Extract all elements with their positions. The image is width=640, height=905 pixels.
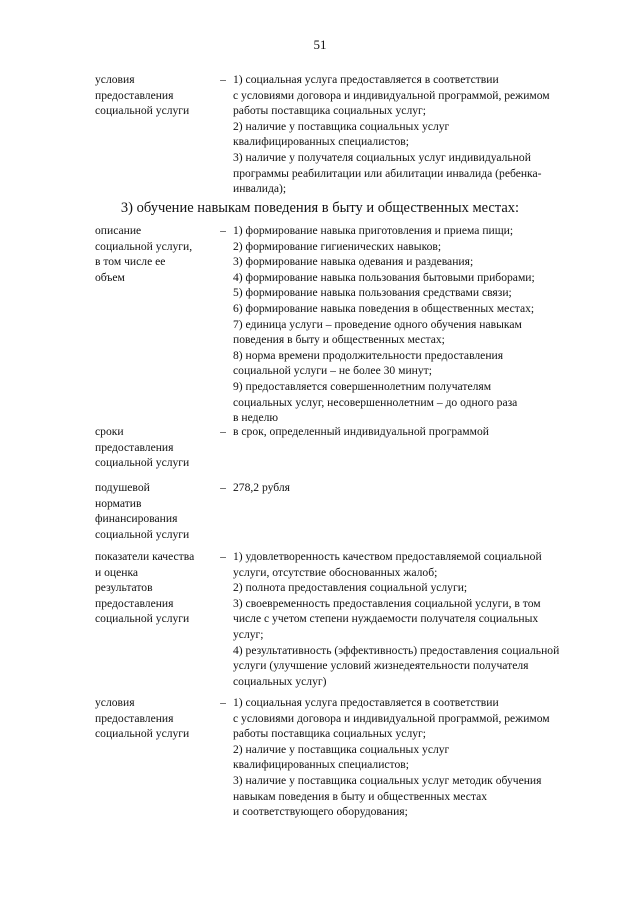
content-line: 1) социальная услуга предоставляется в соответствии xyxy=(233,696,499,709)
row-label: сроки предоставления социальной услуги xyxy=(95,425,190,470)
content-line: социальных услуг) xyxy=(233,674,327,688)
content-line: 2) наличие у поставщика социальных услуг xyxy=(233,742,450,756)
content-line: с условиями договора и индивидуальной программой, режимом xyxy=(233,711,550,725)
row-label: условия предоставления социальной услуги xyxy=(95,73,190,118)
row-content xyxy=(233,223,578,426)
content-line: 2) полнота предоставления социальной услуги; xyxy=(233,581,468,595)
row-label: условия предоставления социальной услуги xyxy=(95,696,190,741)
row-content xyxy=(233,72,578,197)
content-line: инвалида); xyxy=(233,182,287,196)
content-line: 3) формирование навыка одевания и раздевания; xyxy=(233,255,474,269)
row-dash: – xyxy=(220,550,226,563)
content-line: услуги, отсутствие обоснованных жалоб; xyxy=(233,565,438,579)
content-line: 1) формирование навыка приготовления и приема пищи; xyxy=(233,224,514,237)
row-content xyxy=(233,480,578,496)
row-label: показатели качества и оценка результатов предоставления социальной услуги xyxy=(95,550,195,626)
content-line: 6) формирование навыка поведения в общественных местах; xyxy=(233,301,535,315)
content-line: 7) единица услуги – проведение одного обучения навыкам xyxy=(233,317,522,331)
content-line: 8) норма времени продолжительности предоставления xyxy=(233,348,504,362)
content-line: работы поставщика социальных услуг; xyxy=(233,104,427,118)
row-dash: – xyxy=(220,481,226,494)
content-line: 1) социальная услуга предоставляется в соответствии xyxy=(233,73,499,86)
content-line: числе с учетом степени нуждаемости получателя социальных xyxy=(233,612,539,626)
content-line: 2) наличие у поставщика социальных услуг xyxy=(233,119,450,133)
content-line: и соответствующего оборудования; xyxy=(233,805,408,819)
row-dash: – xyxy=(220,696,226,709)
content-line: в неделю xyxy=(233,411,279,425)
row-dash: – xyxy=(220,224,226,237)
row-content xyxy=(233,424,578,440)
content-line: программы реабилитации или абилитации инвалида (ребенка- xyxy=(233,166,542,180)
row-content xyxy=(233,695,578,820)
content-line: 5) формирование навыка пользования средствами связи; xyxy=(233,286,512,300)
section-heading: 3) обучение навыкам поведения в быту и общественных местах: xyxy=(120,200,520,216)
row-label: подушевой норматив финансирования социальной услуги xyxy=(95,481,190,541)
content-line: 1) удовлетворенность качеством предоставляемой социальной xyxy=(233,550,542,563)
content-line: услуги (улучшение условий жизнедеятельности получателя xyxy=(233,659,529,673)
content-line: квалифицированных специалистов; xyxy=(233,758,409,772)
content-line: 2) формирование гигиенических навыков; xyxy=(233,239,442,253)
content-line: в срок, определенный индивидуальной программой xyxy=(233,425,489,438)
row-label: описание социальной услуги, в том числе ее объем xyxy=(95,224,193,284)
content-line: 3) наличие у поставщика социальных услуг методик обучения xyxy=(233,773,542,787)
content-line: работы поставщика социальных услуг; xyxy=(233,727,427,741)
content-line: с условиями договора и индивидуальной программой, режимом xyxy=(233,88,550,102)
content-line: квалифицированных специалистов; xyxy=(233,135,409,149)
page-number: 51 xyxy=(313,37,327,52)
content-line: 3) наличие у получателя социальных услуг индивидуальной xyxy=(233,150,531,164)
content-line: 4) результативность (эффективность) предоставления социальной xyxy=(233,643,560,657)
content-line: 4) формирование навыка пользования бытовыми приборами; xyxy=(233,270,535,284)
content-line: 9) предоставляется совершеннолетним получателям xyxy=(233,379,492,393)
content-line: социальной услуги – не более 30 минут; xyxy=(233,364,432,378)
row-content xyxy=(233,549,578,689)
row-dash: – xyxy=(220,425,226,438)
content-line: услуг; xyxy=(233,627,264,641)
content-line: социальных услуг, несовершеннолетним – до одного раза xyxy=(233,395,518,409)
row-dash: – xyxy=(220,73,226,86)
content-line: 3) своевременность предоставления социальной услуги, в том xyxy=(233,596,541,610)
content-line: навыкам поведения в быту и общественных местах xyxy=(233,789,488,803)
content-line: 278,2 рубля xyxy=(233,481,291,494)
content-line: поведения в быту и общественных местах; xyxy=(233,333,445,347)
